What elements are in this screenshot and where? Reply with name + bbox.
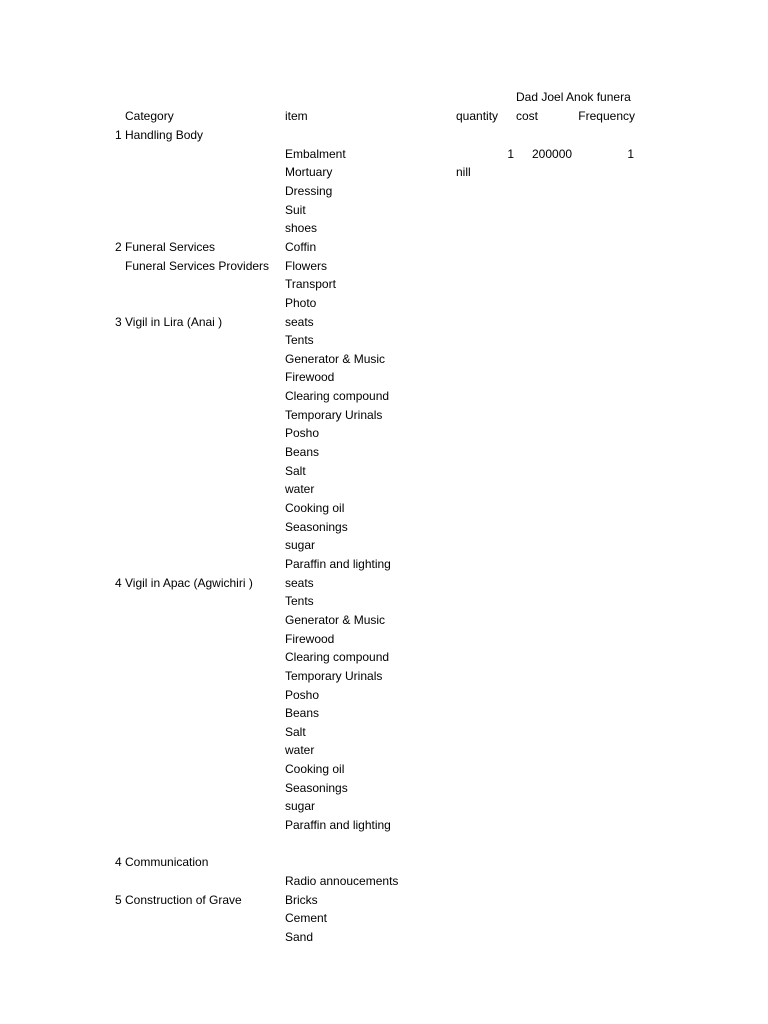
row-cost: 200000 [532, 146, 573, 161]
table-row [0, 816, 768, 835]
row-item: Firewood [285, 370, 335, 385]
table-row [0, 667, 768, 686]
table-row [0, 630, 768, 649]
row-item: Seasonings [285, 519, 348, 534]
row-item: Embalment [285, 146, 346, 161]
row-item: Beans [285, 445, 320, 460]
row-item: shoes [285, 221, 318, 236]
row-item: Temporary Urinals [285, 407, 383, 422]
row-item: Mortuary [285, 165, 333, 180]
table-row [0, 741, 768, 760]
table-row [0, 462, 768, 481]
row-item: Posho [285, 687, 320, 702]
table-row [0, 723, 768, 742]
row-category: 2 Funeral Services [115, 239, 216, 254]
header-quantity: quantity [456, 109, 499, 123]
row-item: Transport [285, 277, 336, 292]
row-item: Paraffin and lighting [285, 818, 391, 833]
table-row [0, 797, 768, 816]
table-row [0, 368, 768, 387]
header-row [0, 107, 768, 126]
row-item: Salt [285, 724, 306, 739]
table-row [0, 648, 768, 667]
table-row [0, 555, 768, 574]
row-category: 4 Communication [115, 855, 209, 870]
sheet-title: Dad Joel Anok funera [516, 90, 631, 104]
row-item: Tents [285, 594, 314, 609]
row-item: Firewood [285, 631, 335, 646]
table-row [0, 238, 768, 257]
row-item: Sand [285, 929, 314, 944]
row-item: Posho [285, 426, 320, 441]
row-item: water [285, 743, 315, 758]
table-row [0, 443, 768, 462]
row-item: Generator & Music [285, 351, 386, 366]
row-item: Temporary Urinals [285, 668, 383, 683]
row-item: Bricks [285, 892, 318, 907]
table-row [0, 126, 768, 145]
row-item: seats [285, 314, 314, 329]
row-item: Beans [285, 706, 320, 721]
title-row [0, 88, 768, 107]
table-row [0, 928, 768, 947]
table-row [0, 536, 768, 555]
table-row [0, 387, 768, 406]
table-row [0, 424, 768, 443]
table-row [0, 257, 768, 276]
row-item: Radio annoucements [285, 874, 399, 888]
header-category: Category [125, 109, 174, 123]
table-row [0, 313, 768, 332]
table-row [0, 406, 768, 425]
table-row [0, 872, 768, 891]
table-row [0, 909, 768, 928]
row-item: seats [285, 575, 314, 590]
table-row [0, 350, 768, 369]
table-row [0, 275, 768, 294]
row-item: Flowers [285, 258, 328, 273]
row-category: Funeral Services Providers [125, 258, 270, 273]
table-row [0, 835, 768, 854]
table-row [0, 891, 768, 910]
row-category: 3 Vigil in Lira (Anai ) [115, 314, 223, 329]
row-item: Generator & Music [285, 612, 386, 627]
table-row [0, 779, 768, 798]
header-cost: cost [516, 109, 539, 123]
row-item: Seasonings [285, 780, 348, 795]
row-item: Suit [285, 202, 306, 217]
table-row [0, 331, 768, 350]
row-quantity: nill [456, 165, 471, 180]
row-item: sugar [285, 799, 316, 814]
table-row [0, 704, 768, 723]
table-row [0, 574, 768, 593]
row-item: sugar [285, 538, 316, 553]
table-row [0, 686, 768, 705]
header-frequency: Frequency [578, 109, 635, 123]
row-category: 1 Handling Body [115, 128, 204, 142]
row-quantity: 1 [507, 146, 514, 161]
row-item: Salt [285, 463, 306, 478]
table-row [0, 201, 768, 220]
table-row [0, 294, 768, 313]
table-row [0, 163, 768, 182]
table-row [0, 853, 768, 872]
row-item: Cement [285, 911, 328, 926]
table-row [0, 760, 768, 779]
table-row [0, 480, 768, 499]
row-item: Tents [285, 333, 314, 348]
row-item: Paraffin and lighting [285, 556, 391, 571]
row-item: water [285, 482, 315, 497]
row-item: Photo [285, 295, 317, 310]
table-row [0, 219, 768, 238]
table-row [0, 592, 768, 611]
header-item: item [285, 109, 308, 123]
row-category: 5 Construction of Grave [115, 892, 242, 907]
table-row [0, 145, 768, 164]
table-row [0, 611, 768, 630]
row-item: Clearing compound [285, 650, 390, 665]
row-item: Coffin [285, 239, 317, 254]
row-category: 4 Vigil in Apac (Agwichiri ) [115, 575, 253, 590]
table-row [0, 518, 768, 537]
row-frequency: 1 [627, 146, 634, 161]
table-row [0, 499, 768, 518]
row-item: Clearing compound [285, 389, 390, 404]
table-row [0, 182, 768, 201]
row-item: Cooking oil [285, 762, 345, 777]
row-item: Dressing [285, 183, 333, 198]
row-item: Cooking oil [285, 501, 345, 515]
